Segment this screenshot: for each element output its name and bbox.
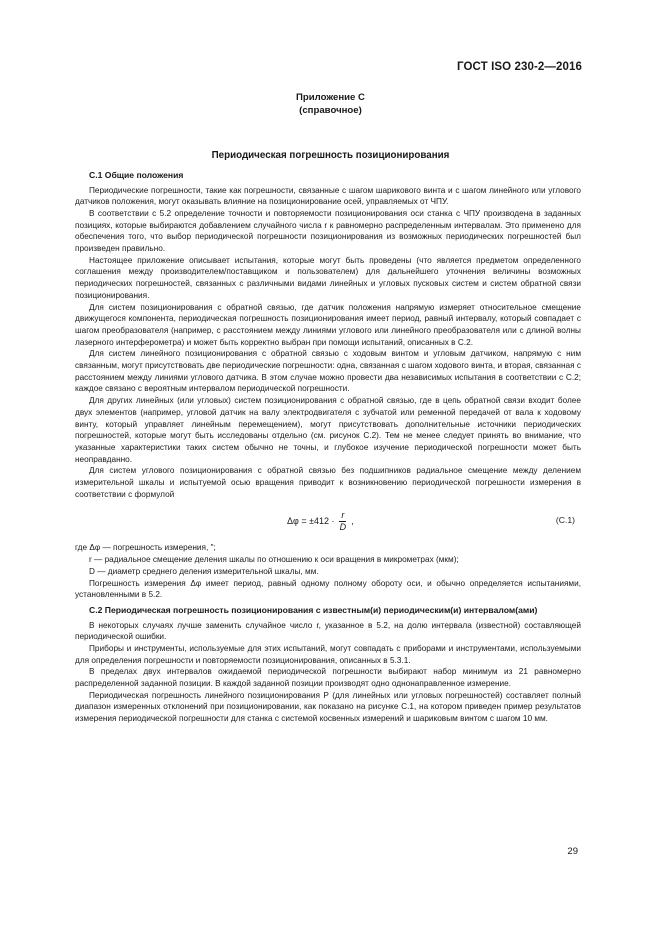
formula-trail: , [351,516,354,527]
formula-denominator: D [339,522,347,533]
document-header-id: ГОСТ ISO 230-2—2016 [457,61,582,73]
appendix-subtitle: (справочное) [299,105,362,116]
appendix-title: Приложение С [296,92,365,103]
c1-paragraph: Для систем углового позиционирования с обратной связью без подшипников радиальное смещение между делением измерительной шкалы и испытуемой осью вращения приводит к возникновению периодической погрешности измерения в соответствии с формулой [75,466,581,499]
section-title: Периодическая погрешность позиционирования [211,150,450,161]
where-item: r — радиальное смещение деления шкалы по отношению к оси вращения в микрометрах (мкм); [89,555,459,565]
formula-number: (С.1) [555,515,575,526]
formula-block [75,502,581,540]
c1-paragraph: В соответствии с 5.2 определение точности и повторяемости позиционирования оси станка с ЧПУ производена в заданных позициях, которые выбираются добавлением случайного числа r к равномерно распределенным интервалам. Это применено для обеспечения того, что выбор периодической погрешности позиционирования из возможных периодических погрешностей был произведен правильно. [75,208,581,254]
c1-paragraph: Настоящее приложение описывает испытания, которые могут быть проведены (что является предметом определенного соглашения между производителем/поставщиком и пользователем) для дальнейшего уточнения величины возможных периодических погрешностей, связанных с различными видами линейных и угловых пусковых систем и систем обратной связи позиционирования. [75,255,581,300]
formula-numerator: r [341,510,345,521]
c2-paragraph: В некоторых случаях лучше заменить случайное число r, указанное в 5.2, на долю интервала (известной) составляющей периодической ошибки. [75,620,581,642]
c1-heading: С.1 Общие положения [89,170,184,180]
where-intro: где Δφ — погрешность измерения, "; [75,543,216,553]
c2-paragraph: Приборы и инструменты, используемые для этих испытаний, могут совпадать с приборами и инструментами, используемыми для определения погрешности и повторяемости позиционирования, описанных в 5.3.1. [75,643,581,665]
where-after: Погрешность измерения Δφ имеет период, равный одному полному обороту оси, и обычно определяется испытаниями, установленными в 5.2. [75,578,581,600]
formula-fraction [338,510,349,533]
c2-heading: С.2 Периодическая погрешность позиционирования с известным(и) периодическим(и) интервалом(ами) [89,605,538,615]
document-body [75,166,581,725]
c2-paragraph: Периодическая погрешность линейного позиционирования P (для линейных или угловых погрешностей) составляет полный диапазон измеренных отклонений при позиционировании, как показано на рисунке С.1, на котором приведен пример результатов измерения периодической погрешности для станка с системой косвенных измерений и шариковым винтом с шагом 10 мм. [75,690,581,724]
c2-paragraph: В пределах двух интервалов ожидаемой периодической погрешности выбирают набор минимум из 21 равномерно распределенной заданной позиции. В каждой заданной позиции производят одно однонаправленное измерение. [75,667,581,689]
where-item: D — диаметр среднего деления измерительной шкалы, мм. [89,566,319,576]
formula-c1 [287,510,354,533]
page-number: 29 [567,846,578,857]
c1-paragraph: Периодические погрешности, такие как погрешности, связанные с шагом шарикового винта и с шагом линейного или углового датчиков положения, могут оказывать влияние на позиционирование осей, управляемых от ЧПУ. [75,185,581,207]
c1-paragraph: Для систем линейного позиционирования с обратной связью с ходовым винтом и угловым датчиком, напрямую с ним связанным, могут присутствовать две периодические погрешности: одна, связанная с шагом ходового винта, и вторая, связанная с расстоянием между линиями углового датчика. В этом случае можно провести два независимых испытания в соответствии с С.2; каждое связано с вероятным интервалом периодической погрешности. [75,349,581,394]
c1-paragraph: Для других линейных (или угловых) систем позиционирования с обратной связью, где в цепь обратной связи входит более двух элементов (например, угловой датчик на валу электродвигателя с зубчатой или ременной передачей от вала к ходовому винту, который управляет линейным перемещением), могут присутствовать дополнительные источники периодических погрешностей, которые могут быть исследованы отдельно (см. рисунок С.2). Тем не менее следует принять во внимание, что указанные характеристики таких систем обычно не точны, и глубокое изучение периодической погрешности может быть неоправданно. [75,396,581,464]
appendix-heading [0,91,661,117]
c1-paragraph: Для систем позиционирования с обратной связью, где датчик положения напрямую измеряет относительное смещение движущегося компонента, периодическая погрешность позиционирования имеет период, равный интервалу, который совпадает с шагом преобразователя (например, с расстоянием между линиями углового или линейного преобразователя или с длиной волны лазерного интерферометра) и может быть корректно выбран при помощи испытаний, описанных в С.2. [75,302,581,347]
formula-lhs: Δφ = ±412 · [287,516,335,527]
